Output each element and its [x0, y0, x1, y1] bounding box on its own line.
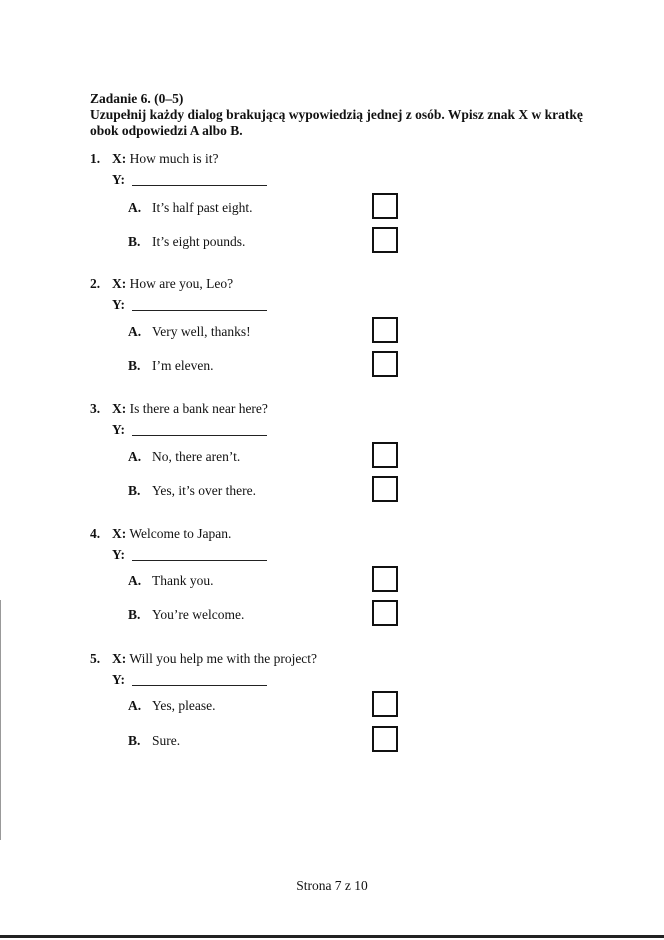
question-3-answer-line: [112, 422, 125, 438]
option-letter: A.: [128, 324, 142, 339]
question-2-option-a: [128, 324, 251, 340]
question-1-option-b: [128, 234, 245, 250]
answer-blank: [132, 435, 267, 436]
option-letter: A.: [128, 573, 142, 588]
question-text: Will you help me with the project?: [129, 651, 318, 666]
question-4-option-a: [128, 573, 214, 589]
speaker-x-label: X:: [112, 651, 127, 666]
question-5-checkbox-b[interactable]: [372, 726, 398, 752]
question-1-answer-line: [112, 172, 125, 188]
question-5-option-a: [128, 698, 216, 714]
question-1-prompt: [90, 151, 219, 167]
question-4-option-b: [128, 607, 244, 623]
option-text: It’s eight pounds.: [152, 234, 246, 249]
question-5-prompt: [90, 651, 317, 667]
option-text: Thank you.: [152, 573, 214, 588]
task-instruction-line-1: Uzupełnij każdy dialog brakującą wypowiedzią jednej z osób. Wpisz znak X w kratkę: [90, 107, 583, 122]
option-letter: B.: [128, 607, 141, 622]
question-number: 1.: [90, 151, 101, 166]
question-3-checkbox-b[interactable]: [372, 476, 398, 502]
option-letter: B.: [128, 733, 141, 748]
question-text: How much is it?: [129, 151, 219, 166]
option-letter: A.: [128, 200, 142, 215]
option-letter: B.: [128, 234, 141, 249]
question-3-option-a: [128, 449, 240, 465]
question-2-answer-line: [112, 297, 125, 313]
answer-blank: [132, 685, 267, 686]
question-number: 4.: [90, 526, 101, 541]
question-2-checkbox-b[interactable]: [372, 351, 398, 377]
question-2-checkbox-a[interactable]: [372, 317, 398, 343]
answer-blank: [132, 185, 267, 186]
question-3-checkbox-a[interactable]: [372, 442, 398, 468]
question-4-checkbox-a[interactable]: [372, 566, 398, 592]
option-text: Yes, please.: [152, 698, 216, 713]
speaker-x-label: X:: [112, 276, 127, 291]
question-text: Is there a bank near here?: [129, 401, 268, 416]
speaker-y-label: Y:: [112, 672, 126, 687]
speaker-y-label: Y:: [112, 547, 126, 562]
option-letter: A.: [128, 698, 142, 713]
option-text: It’s half past eight.: [152, 200, 253, 215]
question-3-prompt: [90, 401, 268, 417]
option-text: Very well, thanks!: [152, 324, 251, 339]
question-number: 2.: [90, 276, 101, 291]
option-text: Sure.: [152, 733, 181, 748]
question-4-prompt: [90, 526, 231, 542]
speaker-x-label: X:: [112, 151, 127, 166]
speaker-y-label: Y:: [112, 172, 126, 187]
option-text: No, there aren’t.: [152, 449, 241, 464]
option-text: Yes, it’s over there.: [152, 483, 256, 498]
option-letter: B.: [128, 483, 141, 498]
speaker-x-label: X:: [112, 526, 127, 541]
option-text: I’m eleven.: [152, 358, 214, 373]
option-text: You’re welcome.: [152, 607, 245, 622]
speaker-y-label: Y:: [112, 297, 126, 312]
question-4-checkbox-b[interactable]: [372, 600, 398, 626]
question-number: 5.: [90, 651, 101, 666]
task-title: Zadanie 6. (0–5): [90, 91, 184, 106]
question-1-checkbox-b[interactable]: [372, 227, 398, 253]
speaker-y-label: Y:: [112, 422, 126, 437]
page-number: Strona 7 z 10: [296, 878, 368, 893]
question-text: How are you, Leo?: [129, 276, 234, 291]
speaker-x-label: X:: [112, 401, 127, 416]
question-number: 3.: [90, 401, 101, 416]
bottom-rule: [0, 935, 664, 938]
task-instruction-line-2: obok odpowiedzi A albo B.: [90, 123, 243, 138]
question-1-option-a: [128, 200, 252, 216]
option-letter: B.: [128, 358, 141, 373]
question-5-option-b: [128, 733, 180, 749]
task-header: [90, 91, 620, 139]
question-3-option-b: [128, 483, 256, 499]
option-letter: A.: [128, 449, 142, 464]
answer-blank: [132, 560, 267, 561]
question-2-option-b: [128, 358, 213, 374]
question-5-checkbox-a[interactable]: [372, 691, 398, 717]
question-4-answer-line: [112, 547, 125, 563]
question-5-answer-line: [112, 672, 125, 688]
question-1-checkbox-a[interactable]: [372, 193, 398, 219]
question-2-prompt: [90, 276, 233, 292]
scan-edge-mark: [0, 600, 1, 840]
question-text: Welcome to Japan.: [129, 526, 232, 541]
answer-blank: [132, 310, 267, 311]
